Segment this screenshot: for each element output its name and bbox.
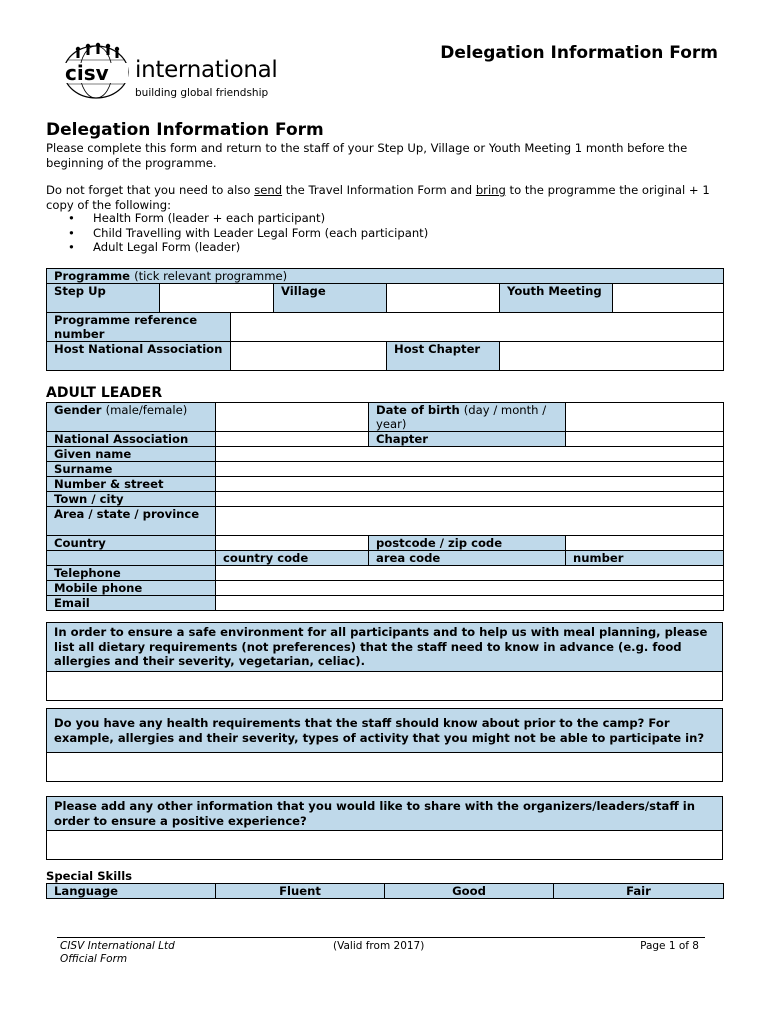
dietary-question-box <box>46 622 723 701</box>
area-code-label: area code <box>369 551 566 566</box>
telephone-field[interactable] <box>216 566 724 581</box>
national-association-field[interactable] <box>216 432 369 447</box>
gender-text: Gender <box>54 403 102 417</box>
adult-leader-table <box>46 402 724 611</box>
step-up-field[interactable] <box>160 284 274 313</box>
dietary-answer-field[interactable] <box>47 671 723 700</box>
host-na-label: Host National Association <box>47 342 231 371</box>
gender-field[interactable] <box>216 403 369 432</box>
gender-label <box>47 403 216 432</box>
telephone-label: Telephone <box>47 566 216 581</box>
other-info-answer-field[interactable] <box>47 831 723 860</box>
gender-hint: (male/female) <box>105 403 188 417</box>
postcode-label: postcode / zip code <box>369 536 566 551</box>
special-skills-title: Special Skills <box>46 869 133 883</box>
number-label: number <box>566 551 724 566</box>
list-item: • Health Form (leader + each participant) <box>46 211 428 226</box>
other-info-box <box>46 796 723 860</box>
given-name-field[interactable] <box>216 447 724 462</box>
send-word: send <box>254 183 283 197</box>
host-chapter-label: Host Chapter <box>387 342 500 371</box>
street-label: Number & street <box>47 477 216 492</box>
health-answer-field[interactable] <box>47 753 723 782</box>
host-na-field[interactable] <box>231 342 387 371</box>
documents-text: the Travel Information Form and <box>282 183 476 197</box>
village-label: Village <box>274 284 387 313</box>
area-field[interactable] <box>216 507 724 536</box>
surname-field[interactable] <box>216 462 724 477</box>
chapter-label: Chapter <box>369 432 566 447</box>
programme-header <box>47 269 724 284</box>
language-header: Language <box>47 884 216 899</box>
programme-label: Programme <box>54 269 131 283</box>
logo-tagline: building global friendship <box>135 87 269 99</box>
area-label: Area / state / province <box>47 507 216 536</box>
footer-validity: (Valid from 2017) <box>333 940 425 952</box>
header-title: Delegation Information Form <box>440 43 718 63</box>
phone-blank-label <box>47 551 216 566</box>
programme-hint: (tick relevant programme) <box>134 269 288 283</box>
country-field[interactable] <box>216 536 369 551</box>
adult-leader-heading: ADULT LEADER <box>46 385 163 401</box>
youth-meeting-field[interactable] <box>613 284 724 313</box>
youth-meeting-label: Youth Meeting <box>500 284 613 313</box>
mobile-field[interactable] <box>216 581 724 596</box>
fair-header: Fair <box>554 884 724 899</box>
dob-hint: (day / month / year) <box>376 403 547 431</box>
programme-table <box>46 268 724 371</box>
village-field[interactable] <box>387 284 500 313</box>
national-association-label: National Association <box>47 432 216 447</box>
step-up-label: Step Up <box>47 284 160 313</box>
logo-wordmark: international <box>135 57 278 83</box>
given-name-label: Given name <box>47 447 216 462</box>
documents-text: Do not forget that you need to also <box>46 183 255 197</box>
page-title: Delegation Information Form <box>46 120 324 140</box>
host-chapter-field[interactable] <box>500 342 724 371</box>
town-field[interactable] <box>216 492 724 507</box>
good-header: Good <box>385 884 554 899</box>
health-question-box <box>46 708 723 782</box>
country-code-label: country code <box>216 551 369 566</box>
fluent-header: Fluent <box>216 884 385 899</box>
documents-paragraph <box>46 183 726 212</box>
dob-field[interactable] <box>566 403 724 432</box>
page-number: Page 1 of 8 <box>640 940 699 952</box>
dob-text: Date of birth <box>376 403 460 417</box>
footer-company <box>60 940 175 966</box>
dob-label <box>369 403 566 432</box>
footer-divider <box>57 937 705 938</box>
list-item: • Child Travelling with Leader Legal Form (each participant) <box>46 226 428 241</box>
official-form: Official Form <box>60 953 128 965</box>
reference-label: Programme reference number <box>47 313 231 342</box>
health-question: Do you have any health requirements that the staff should know about prior to the camp? For example, allergies and their severity, types of activity that you might not be able to participate in? <box>47 709 723 753</box>
skills-table <box>46 883 724 899</box>
intro-paragraph: Please complete this form and return to the staff of your Step Up, Village or Youth Meeting 1 month before the beginning of the programme. <box>46 141 688 170</box>
chapter-field[interactable] <box>566 432 724 447</box>
other-info-question: Please add any other information that you would like to share with the organizers/leaders/staff in order to ensure a positive experience? <box>47 797 723 831</box>
postcode-field[interactable] <box>566 536 724 551</box>
mobile-label: Mobile phone <box>47 581 216 596</box>
street-field[interactable] <box>216 477 724 492</box>
documents-text: to the programme the original + 1 copy of the following: <box>46 183 710 212</box>
email-field[interactable] <box>216 596 724 611</box>
dietary-question: In order to ensure a safe environment for all participants and to help us with meal planning, please list all dietary requirements (not preferences) that the staff need to know in advance (e.g. food allergies and their severity, vegetarian, celiac). <box>47 623 723 672</box>
surname-label: Surname <box>47 462 216 477</box>
country-label: Country <box>47 536 216 551</box>
documents-list <box>46 211 428 255</box>
company-name: CISV International Ltd <box>60 940 175 952</box>
town-label: Town / city <box>47 492 216 507</box>
svg-text:cisv: cisv <box>65 61 109 85</box>
list-item: • Adult Legal Form (leader) <box>46 240 428 255</box>
reference-field[interactable] <box>231 313 724 342</box>
bring-word: bring <box>475 183 506 197</box>
email-label: Email <box>47 596 216 611</box>
